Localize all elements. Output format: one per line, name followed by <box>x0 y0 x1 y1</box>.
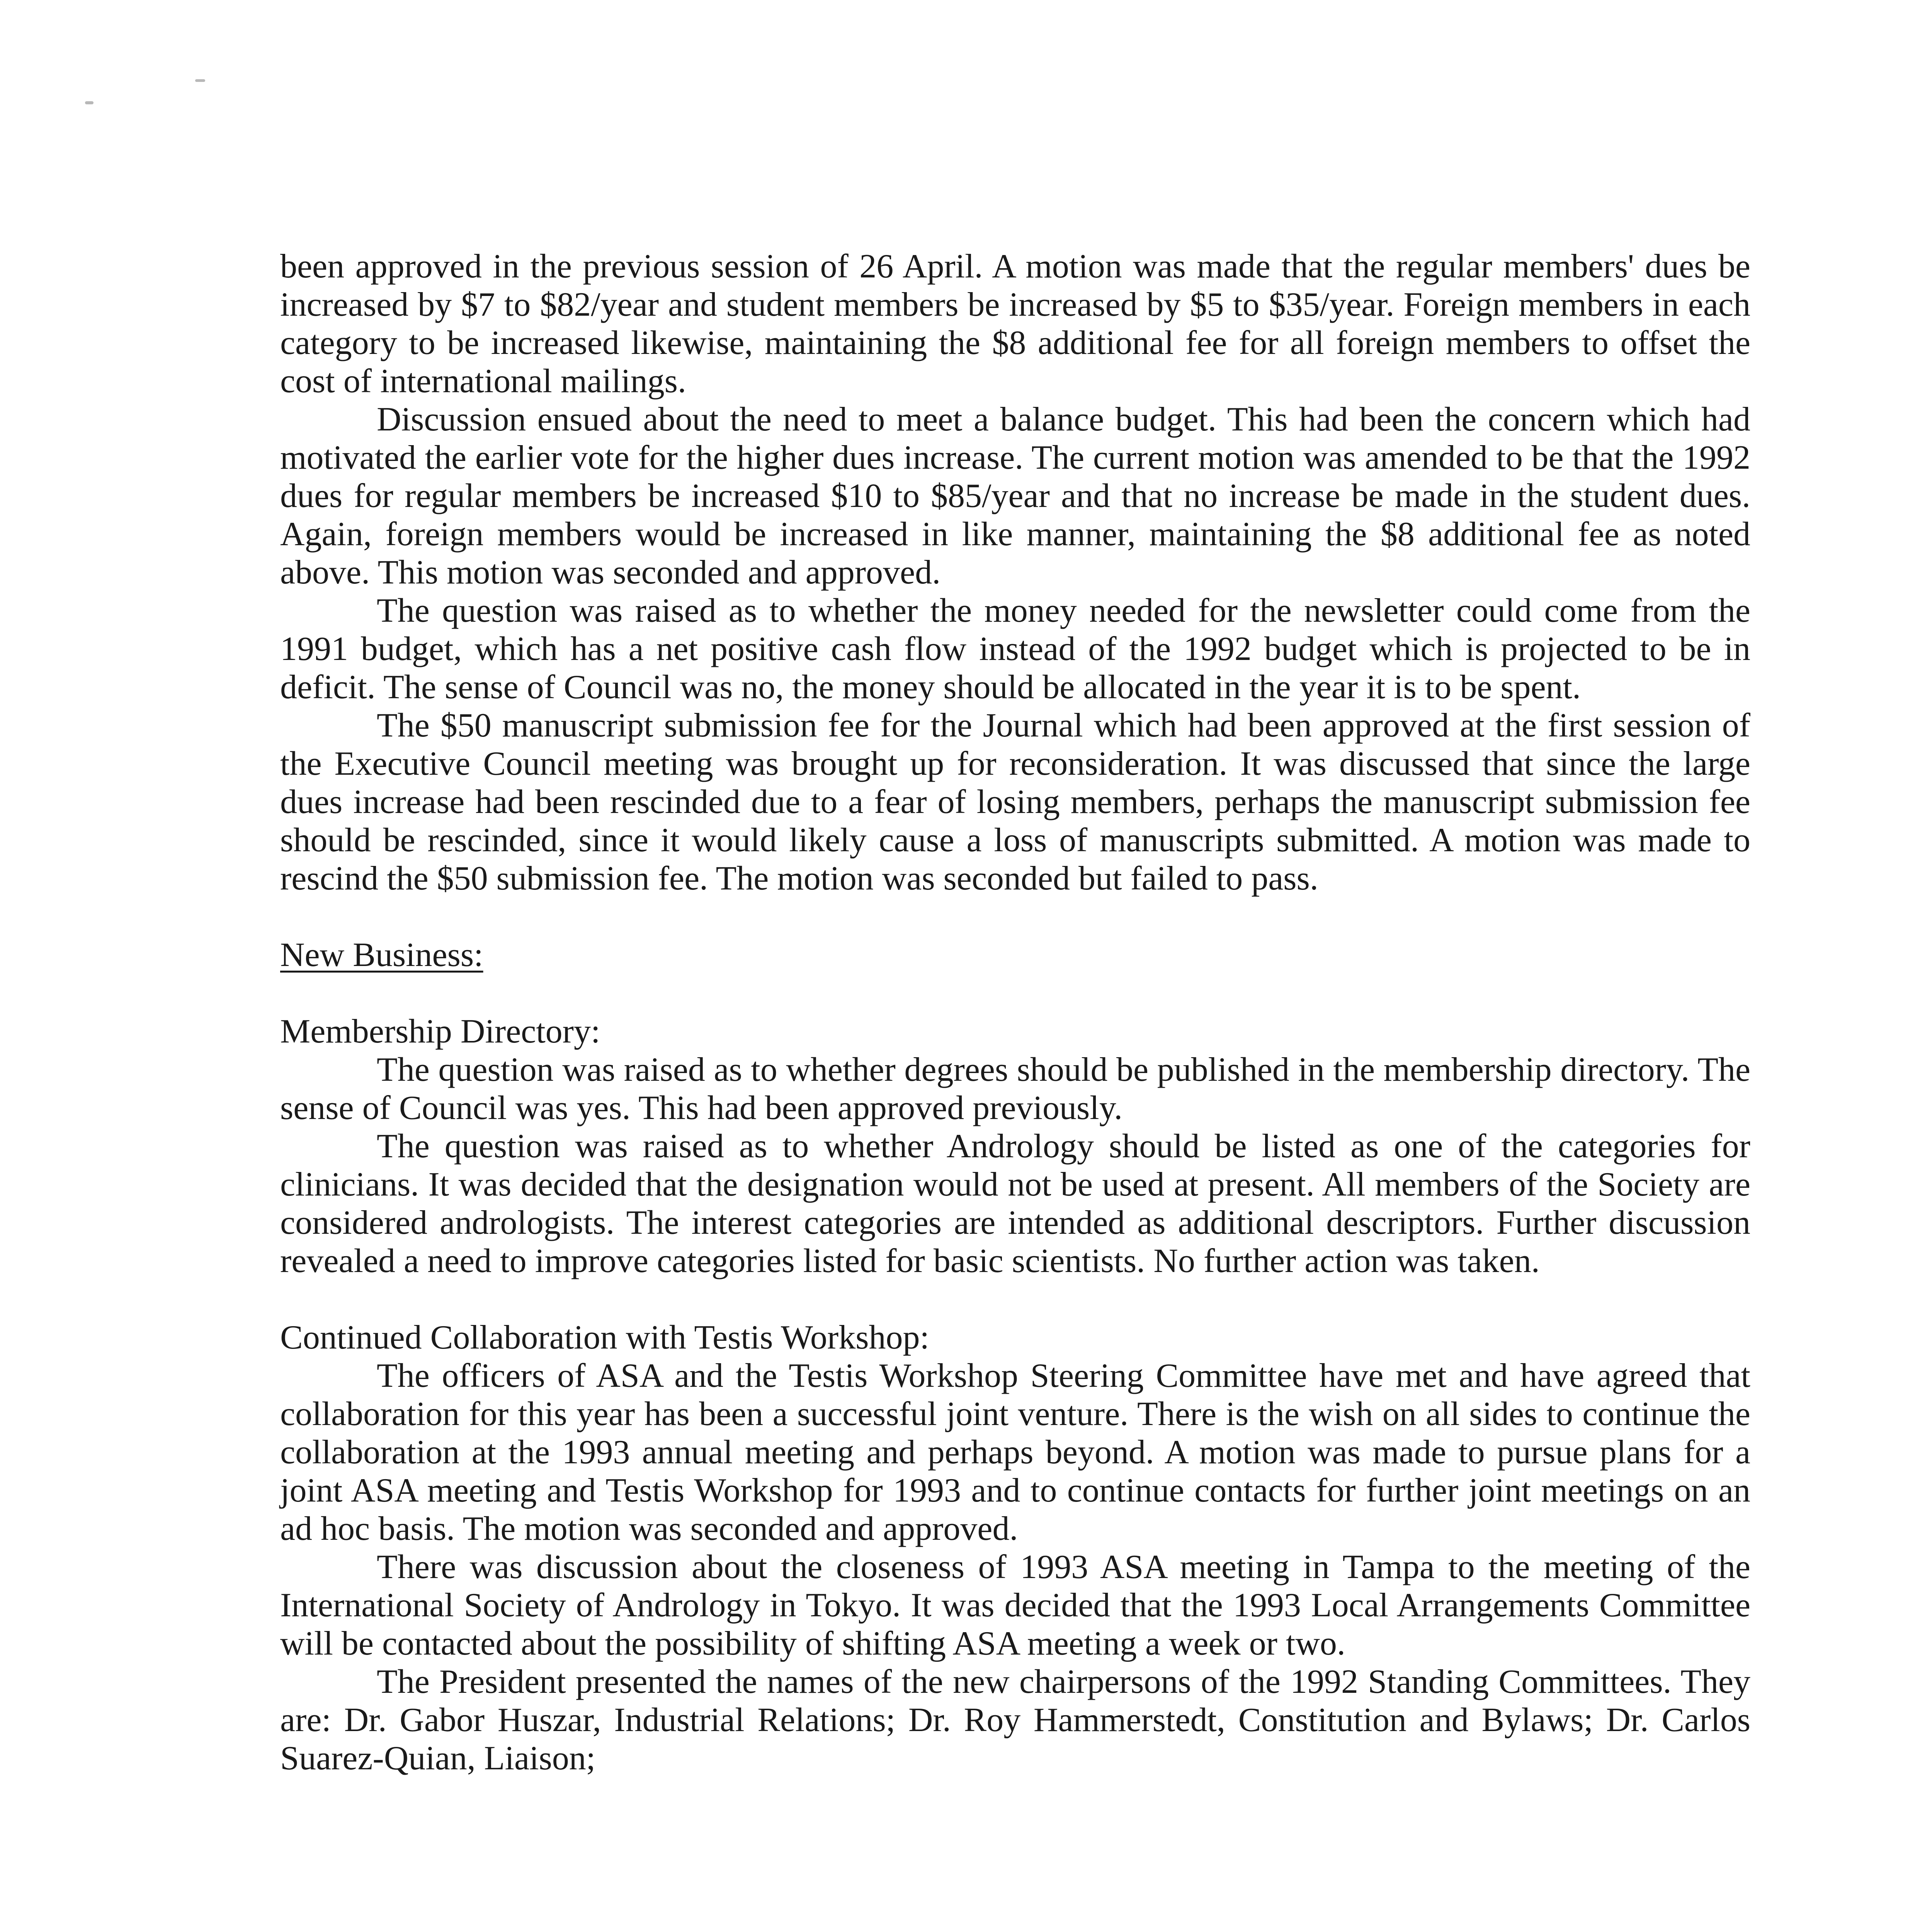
testis-workshop-heading: Continued Collaboration with Testis Workshop: <box>280 1319 929 1356</box>
scan-speck <box>85 101 94 104</box>
paragraph-balance-budget: Discussion ensued about the need to meet a balance budget. This had been the concern which had motivated the earlier vote for the higher dues increase. The current motion was amended to be that the 1992 dues for regular members be increased $10 to $85/year and that no increase be made in the student dues. Again, foreign members would be increased in like manner, maintaining the $8 additional fee as noted above. This motion was seconded and approved. <box>280 401 1750 591</box>
new-business-heading: New Business: <box>280 936 483 974</box>
paragraph-manuscript-fee: The $50 manuscript submission fee for the Journal which had been approved at the first session of the Executive Council meeting was brought up for reconsideration. It was discussed that since the large dues increase had been rescinded due to a fear of losing members, perhaps the manuscript submission fee should be rescinded, since it would likely cause a loss of manuscripts submitted. A motion was made to rescind the $50 submission fee. The motion was seconded but failed to pass. <box>280 707 1750 897</box>
paragraph-dues-motion: been approved in the previous session of 26 April. A motion was made that the regular members' dues be increased by $7 to $82/year and student members be increased by $5 to $35/year. Foreign members in each category to be increased likewise, maintaining the $8 additional fee for all foreign members to offset the cost of international mailings. <box>280 248 1750 400</box>
spacer <box>280 974 1750 1012</box>
paragraph-newsletter-funding: The question was raised as to whether the money needed for the newsletter could come from the 1991 budget, which has a net positive cash flow instead of the 1992 budget which is projected to be in deficit. The sense of Council was no, the money should be allocated in the year it is to be spent. <box>280 592 1750 706</box>
scan-speck <box>195 79 205 82</box>
document-body <box>280 247 1750 1777</box>
spacer <box>280 898 1750 936</box>
paragraph-joint-venture: The officers of ASA and the Testis Workshop Steering Committee have met and have agreed that collaboration for this year has been a successful joint venture. There is the wish on all sides to continue the collaboration at the 1993 annual meeting and perhaps beyond. A motion was made to pursue plans for a joint ASA meeting and Testis Workshop for 1993 and to continue contacts for further joint meetings on an ad hoc basis. The motion was seconded and approved. <box>280 1357 1750 1548</box>
paragraph-tampa-tokyo: There was discussion about the closeness of 1993 ASA meeting in Tampa to the meeting of the International Society of Andrology in Tokyo. It was decided that the 1993 Local Arrangements Committee will be contacted about the possibility of shifting ASA meeting a week or two. <box>280 1548 1750 1662</box>
paragraph-standing-committees: The President presented the names of the new chairpersons of the 1992 Standing Committees. They are: Dr. Gabor Huszar, Industrial Relations; Dr. Roy Hammerstedt, Constitution and Bylaws; Dr. Carlos Suarez-Quian, Liaison; <box>280 1663 1750 1777</box>
membership-directory-heading: Membership Directory: <box>280 1013 600 1050</box>
paragraph-andrology-category: The question was raised as to whether Andrology should be listed as one of the categories for clinicians. It was decided that the designation would not be used at present. All members of the Society are considered andrologists. The interest categories are intended as additional descriptors. Further discussion revealed a need to improve categories listed for basic scientists. No further action was taken. <box>280 1128 1750 1280</box>
spacer <box>280 1280 1750 1318</box>
paragraph-degrees-directory: The question was raised as to whether degrees should be published in the membership directory. The sense of Council was yes. This had been approved previously. <box>280 1051 1750 1127</box>
